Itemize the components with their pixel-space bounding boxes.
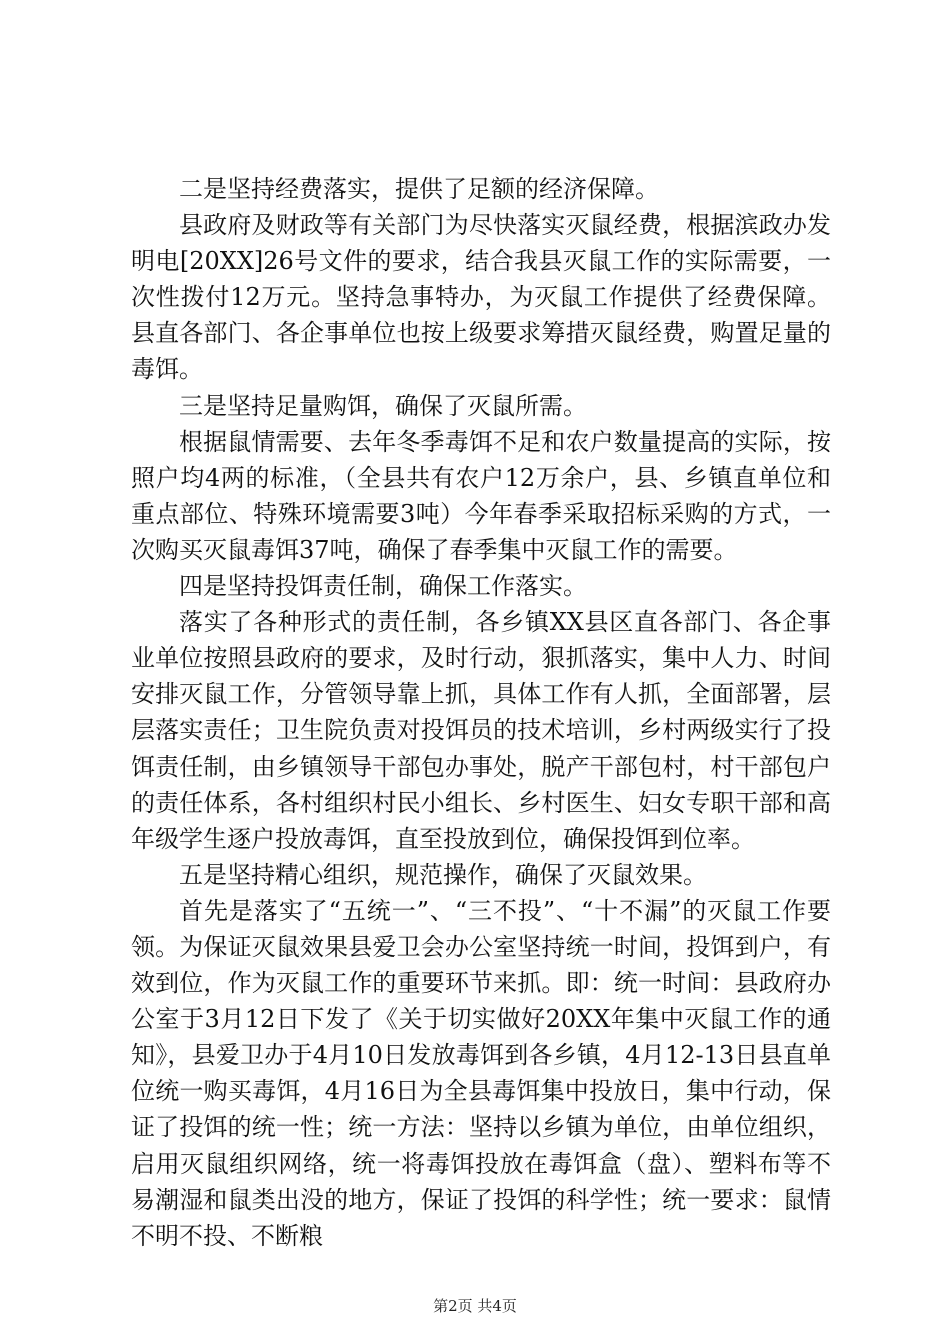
- paragraph-heading-organization: 五是坚持精心组织，规范操作，确保了灭鼠效果。: [179, 860, 707, 889]
- document-body: [131, 171, 831, 1254]
- paragraph-funding-details: 县政府及财政等有关部门为尽快落实灭鼠经费，根据滨政办发明电[20XX]26号文件的要求，结合我县灭鼠工作的实际需要，一次性拨付12万元。坚持急事特办，为灭鼠工作提供了经费保障。县直各部门、各企事单位也按上级要求筹措灭鼠经费，购置足量的毒饵。: [131, 211, 831, 384]
- paragraph-heading-funding: 二是坚持经费落实，提供了足额的经济保障。: [179, 175, 659, 203]
- paragraph-bait-purchase-details: 根据鼠情需要、去年冬季毒饵不足和农户数量提高的实际，按照户均4两的标准，（全县共有农户12万余户，县、乡镇直单位和重点部位、特殊环境需要3吨）今年春季采取招标采购的方式，一次购买灭鼠毒饵37吨，确保了春季集中灭鼠工作的需要。: [131, 427, 831, 564]
- paragraph-organization-details: 首先是落实了“五统一”、“三不投”、“十不漏”的灭鼠工作要领。为保证灭鼠效果县爱卫会办公室坚持统一时间，投饵到户，有效到位，作为灭鼠工作的重要环节来抓。即：统一时间：县政府办公室于3月12日下发了《关于切实做好20XX年集中灭鼠工作的通知》，县爱卫办于4月10日发放毒饵到各乡镇，4月12-13日县直单位统一购买毒饵，4月16日为全县毒饵集中投放日，集中行动，保证了投饵的统一性；统一方法：坚持以乡镇为单位，由单位组织，启用灭鼠组织网络，统一将毒饵投放在毒饵盒（盘）、塑料布等不易潮湿和鼠类出没的地方，保证了投饵的科学性；统一要求：鼠情不明不投、不断粮: [131, 896, 831, 1250]
- paragraph-heading-bait-purchase: 三是坚持足量购饵，确保了灭鼠所需。: [179, 391, 587, 420]
- paragraph-responsibility-details: 落实了各种形式的责任制，各乡镇XX县区直各部门、各企事业单位按照县政府的要求，及时行动，狠抓落实，集中人力、时间安排灭鼠工作，分管领导靠上抓，具体工作有人抓，全面部署，层层落实责任；卫生院负责对投饵员的技术培训，乡村两级实行了投饵责任制，由乡镇领导干部包办事处，脱产干部包村，村干部包户的责任体系，各村组织村民小组长、乡村医生、妇女专职干部和高年级学生逐户投放毒饵，直至投放到位，确保投饵到位率。: [131, 608, 831, 853]
- paragraph-heading-responsibility: 四是坚持投饵责任制，确保工作落实。: [179, 572, 587, 601]
- page-number-footer: 第2页 共4页: [433, 1297, 517, 1315]
